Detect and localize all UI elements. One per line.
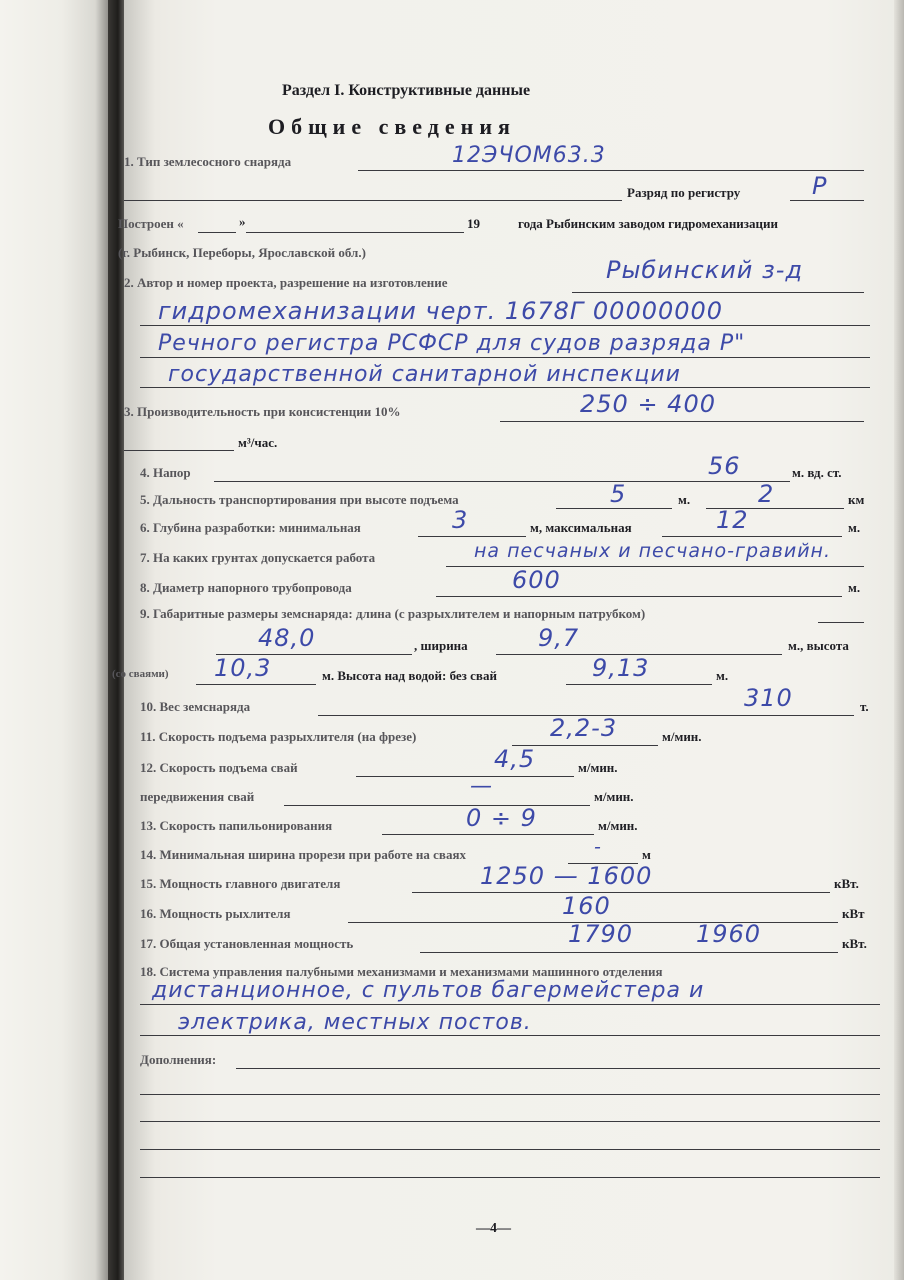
total-power-value-2: 1960 <box>696 920 762 948</box>
author-value-4: государственной санитарной инспекции <box>168 362 681 387</box>
soils-line <box>446 566 864 567</box>
diameter-line <box>436 596 842 597</box>
head-value: 56 <box>708 452 741 480</box>
main-engine-value: 1250 — 1600 <box>480 862 653 890</box>
built-suffix: года Рыбинским заводом гидромеханизации <box>518 216 778 231</box>
register-line <box>790 200 864 201</box>
depth-label: 6. Глубина разработки: минимальная <box>140 520 361 535</box>
built-year: 19 <box>467 216 480 231</box>
distance-height-value: 5 <box>610 480 627 508</box>
head-unit: м. вд. ст. <box>792 465 842 480</box>
ripper-lift-value: 2,2-3 <box>550 714 618 742</box>
register-blank-line <box>124 200 622 201</box>
soils-value: на песчаных и песчано-гравийн. <box>474 540 831 562</box>
swing-line <box>382 834 594 835</box>
above-water-line <box>566 684 712 685</box>
depth-min-line <box>418 536 526 537</box>
diameter-label: 8. Диаметр напорного трубопровода <box>140 580 352 595</box>
height-label: м., высота <box>788 638 849 653</box>
depth-min-value: 3 <box>452 506 469 534</box>
additions-label: Дополнения: <box>140 1052 217 1067</box>
author-line-3 <box>140 357 870 358</box>
depth-max-line <box>662 536 842 537</box>
above-water-unit: м. <box>716 668 729 683</box>
pile-lift-unit: м/мин. <box>578 760 618 775</box>
width-label: , ширина <box>414 638 468 653</box>
head-label: 4. Напор <box>140 465 191 480</box>
built-location: (г. Рыбинск, Переборы, Ярославской обл.) <box>118 245 366 260</box>
cut-width-unit: м <box>642 847 651 862</box>
height-line <box>196 684 316 685</box>
weight-unit: т. <box>860 699 869 714</box>
field-type-label: 1. Тип землесосного снаряда <box>124 154 292 169</box>
additions-line-5 <box>140 1177 880 1178</box>
width-value: 9,7 <box>538 624 580 652</box>
ripper-power-value: 160 <box>562 892 611 920</box>
productivity-unit: м³/час. <box>238 435 278 450</box>
height-prefix: (со сваями) <box>112 668 169 680</box>
soils-label: 7. На каких грунтах допускается работа <box>140 550 376 565</box>
main-engine-unit: кВт. <box>834 876 859 891</box>
weight-value: 310 <box>744 684 793 712</box>
cut-width-label: 14. Минимальная ширина прорези при работе на сваях <box>140 847 466 862</box>
distance-label: 5. Дальность транспортирования при высоте подъема <box>140 492 459 507</box>
author-value-2: гидромеханизации черт. 1678Г 00000000 <box>158 297 724 325</box>
dimensions-label: 9. Габаритные размеры земснаряда: длина (с разрыхлителем и напорным патрубком) <box>140 606 646 621</box>
author-line-4 <box>140 387 870 388</box>
distance-value: 2 <box>758 480 775 508</box>
main-engine-line <box>412 892 830 893</box>
above-water-label: м. Высота над водой: без свай <box>322 668 497 683</box>
control-system-value-2: электрика, местных постов. <box>178 1010 532 1035</box>
pile-lift-value: 4,5 <box>494 745 536 773</box>
cut-width-value: - <box>594 836 602 858</box>
built-month-line <box>246 232 464 233</box>
author-value: Рыбинский з-д <box>606 256 804 284</box>
page-number: —4— <box>476 1221 511 1236</box>
register-value: Р <box>812 172 828 200</box>
control-system-label: 18. Система управления палубными механизмами и механизмами машинного отделения <box>140 964 663 979</box>
ripper-lift-label: 11. Скорость подъема разрыхлителя (на фрезе) <box>140 729 417 744</box>
additions-line-3 <box>140 1121 880 1122</box>
control-system-line-2 <box>140 1035 880 1036</box>
swing-label: 13. Скорость папильонирования <box>140 818 333 833</box>
weight-label: 10. Вес земснаряда <box>140 699 251 714</box>
pile-move-line <box>284 805 590 806</box>
total-power-label: 17. Общая установленная мощность <box>140 936 354 951</box>
diameter-value: 600 <box>512 566 561 594</box>
author-value-3: Речного регистра РСФСР для судов разряда Р" <box>158 331 746 356</box>
productivity-unit-line <box>124 450 234 451</box>
ripper-power-unit: кВт <box>842 906 865 921</box>
productivity-value: 250 ÷ 400 <box>580 390 716 418</box>
built-day-line <box>198 232 236 233</box>
pile-move-label: передвижения свай <box>140 789 255 804</box>
additions-line-1 <box>236 1068 880 1069</box>
facing-page-edge <box>0 0 112 1280</box>
dimensions-line <box>818 622 864 623</box>
productivity-line <box>500 421 864 422</box>
additions-line-2 <box>140 1094 880 1095</box>
height-value: 10,3 <box>214 654 272 682</box>
pile-move-value: — <box>470 774 493 799</box>
total-power-unit: кВт. <box>842 936 867 951</box>
swing-unit: м/мин. <box>598 818 638 833</box>
main-engine-label: 15. Мощность главного двигателя <box>140 876 341 891</box>
control-system-line-1 <box>140 1004 880 1005</box>
distance-height-unit: м. <box>678 492 691 507</box>
length-value: 48,0 <box>258 624 316 652</box>
distance-unit: км <box>848 492 865 507</box>
productivity-label: 3. Производительность при консистенции 10% <box>124 404 401 419</box>
field-type-value: 12ЭЧОМ63.3 <box>452 143 606 168</box>
pile-lift-label: 12. Скорость подъема свай <box>140 760 298 775</box>
additions-line-4 <box>140 1149 880 1150</box>
field-type-line <box>358 170 864 171</box>
section-title: Раздел I. Конструктивные данные <box>282 82 531 99</box>
above-water-value: 9,13 <box>592 654 650 682</box>
total-power-line <box>420 952 838 953</box>
depth-unit: м. <box>848 520 861 535</box>
page-edge-shadow <box>894 0 904 1280</box>
control-system-value-1: дистанционное, с пультов багермейстера и <box>152 978 705 1003</box>
built-prefix: Построен « <box>118 216 184 231</box>
author-line <box>572 292 864 293</box>
distance-height-line <box>556 508 672 509</box>
ripper-lift-unit: м/мин. <box>662 729 702 744</box>
diameter-unit: м. <box>848 580 861 595</box>
built-quote: » <box>239 214 246 229</box>
ripper-power-label: 16. Мощность рыхлителя <box>140 906 291 921</box>
register-label: Разряд по регистру <box>627 185 741 200</box>
swing-value: 0 ÷ 9 <box>466 804 537 832</box>
page-subtitle: Общие сведения <box>268 114 516 139</box>
depth-mid-label: м, максимальная <box>530 520 632 535</box>
head-line <box>214 481 790 482</box>
total-power-value-1: 1790 <box>568 920 634 948</box>
pile-lift-line <box>356 776 574 777</box>
form-sheet <box>124 0 904 1280</box>
depth-max-value: 12 <box>716 506 749 534</box>
author-label: 2. Автор и номер проекта, разрешение на изготовление <box>124 275 448 290</box>
pile-move-unit: м/мин. <box>594 789 634 804</box>
author-line-2 <box>140 325 870 326</box>
